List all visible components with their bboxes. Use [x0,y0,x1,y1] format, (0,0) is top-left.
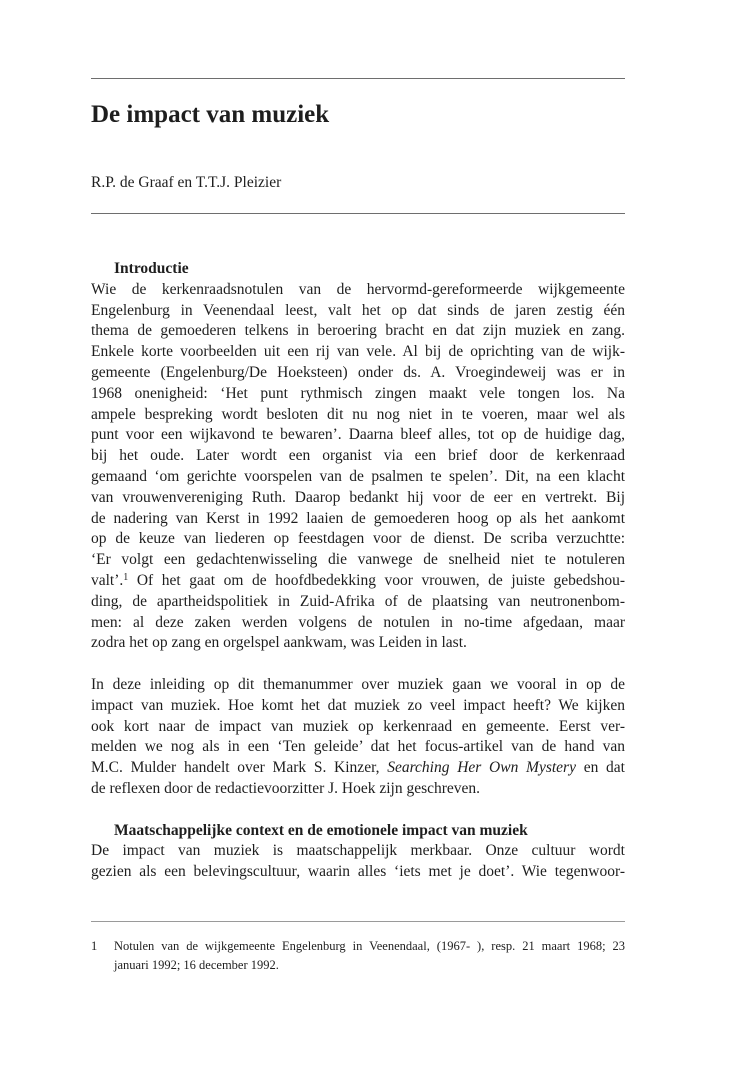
footnote-rule [91,921,625,922]
text-line: Wie de kerkenraadsnotulen van de hervormd-gereformeerde wijkgemeente [91,280,625,298]
text-line: van vrouwenvereniging Ruth. Daarop bedankt hij voor de eer en vertrekt. Bij [91,488,625,506]
text-line: ook kort naar de impact van muziek op kerkenraad en gemeente. Eerst ver- [91,717,625,735]
text-line: thema de gemoederen telkens in beroering bracht en dat zijn muziek en zang. [91,322,625,340]
text-line: In deze inleiding op dit themanummer over muziek gaan we vooral in op de [91,675,625,693]
text-line: ‘Er volgt een gedachtenwisseling die vanwege de snelheid niet te notuleren [91,551,625,569]
text-line: 1968 onenigheid: ‘Het punt rythmisch zingen maakt vele tongen los. Na [91,384,625,402]
header-rule [91,213,625,214]
footnote-line: Notulen van de wijkgemeente Engelenburg in Veenendaal, (1967- ), resp. 21 maart 1968; 23 [114,939,625,953]
footnote-reference: 1 [123,571,129,583]
text-line: gemeente (Engelenburg/De Hoeksteen) onder ds. A. Vroegindeweij was er in [91,363,625,381]
text-line: melden we nog als in een ‘Ten geleide’ dat het focus-artikel van de hand van [91,738,625,756]
text-segment: M.C. Mulder handelt over Mark S. Kinzer, [91,759,388,777]
text-line: gezien als een belevingscultuur, waarin alles ‘iets met je doet’. Wie tegenwoor- [91,863,625,881]
paragraph-2 [91,675,625,800]
text-segment: en dat [575,759,625,777]
text-line: gemaand ‘om gerichte voorspelen van de psalmen te spelen’. Dit, na een klacht [91,467,625,485]
paragraph-3 [91,841,625,883]
footnote-text [114,937,625,974]
text-line: bij het oude. Later wordt een organist via een brief door de kerkenraad [91,447,625,465]
text-line: men: al deze zaken werden volgens de notulen in no-time afgedaan, maar [91,613,625,631]
text-line: Engelenburg in Veenendaal leest, valt het op dat sinds de jaren zestig één [91,301,625,319]
text-line: ding, de apartheidspolitiek in Zuid-Afrika of de plaatsing van neutronenbom- [91,592,625,610]
text-line: De impact van muziek is maatschappelijk merkbaar. Onze cultuur wordt [91,842,625,860]
article-title: De impact van muziek [91,101,330,128]
text-line: de reflexen door de redactievoorzitter J. Hoek zijn geschreven. [91,779,481,797]
text-line: de nadering van Kerst in 1992 laaien de gemoederen hoog op als het aankomt [91,509,625,527]
article-body [91,259,625,883]
footnote-number: 1 [91,939,98,953]
text-line: Enkele korte voorbeelden uit een rij van vele. Al bij de oprichting van de wijk- [91,343,625,361]
footnote [91,937,625,974]
text-segment: Of het gaat om de hoofdbedekking voor vrouwen, de juiste gebedshou- [128,571,625,589]
text-line: zodra het op zang en orgelspel aankwam, was Leiden in last. [91,634,467,652]
article-authors: R.P. de Graaf en T.T.J. Pleizier [91,174,282,191]
text-line: ampele bespreking wordt besloten dit nu nog niet in te voeren, maar wel als [91,405,625,423]
text-line-with-footnote [91,571,625,592]
text-segment: valt’. [91,571,124,589]
text-line: op de keuze van liederen op feestdagen voor de dienst. De scriba verzuchtte: [91,530,625,548]
footnote-line: januari 1992; 16 december 1992. [114,957,279,972]
text-line: impact van muziek. Hoe komt het dat muziek zo veel impact heeft? We kijken [91,696,625,714]
section-heading-maatschappelijke-context: Maatschappelijke context en de emotionele impact van muziek [114,821,528,839]
text-line-with-italic [91,758,625,779]
section-heading-introductie: Introductie [114,260,189,277]
top-rule [91,78,625,79]
paragraph-gap [91,800,625,821]
paragraph-gap [91,654,625,675]
book-title: Searching Her Own Mystery [387,759,576,777]
text-line: punt voor een wijkavond te bewaren’. Daarna bleef alles, tot op de huidige dag, [91,426,625,444]
paragraph-1 [91,280,625,654]
